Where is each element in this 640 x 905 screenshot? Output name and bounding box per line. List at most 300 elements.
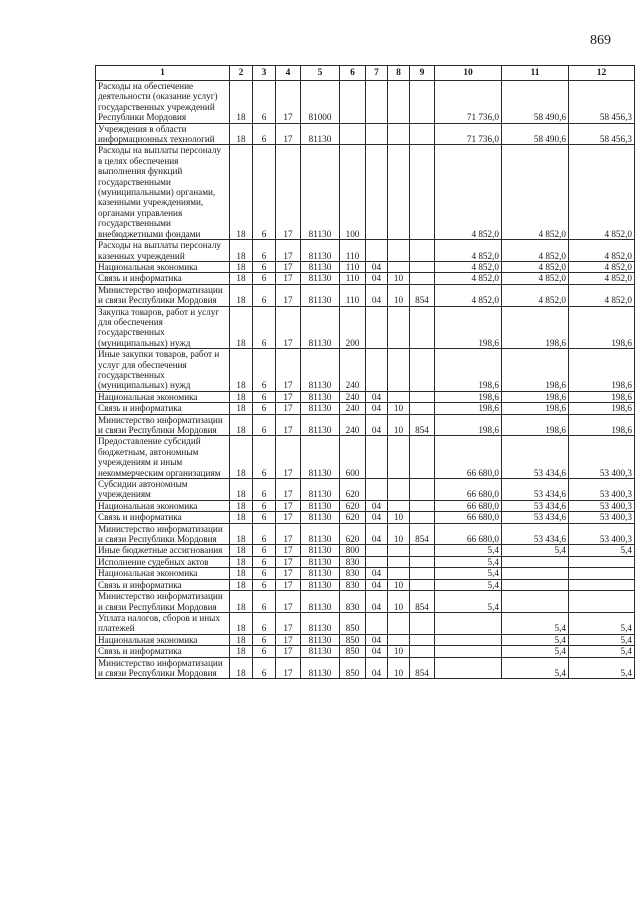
table-row <box>96 123 635 145</box>
amount-col-11: 58 490,6 <box>502 123 569 145</box>
table-row <box>96 556 635 567</box>
code-program: 17 <box>276 414 301 436</box>
code-section: 18 <box>230 273 253 284</box>
code-expense-type: 620 <box>340 523 366 545</box>
code-ministry <box>410 646 435 657</box>
code-chapter <box>366 612 388 634</box>
code-subchapter <box>388 545 410 556</box>
code-expense-type: 850 <box>340 657 366 679</box>
code-expense-type: 620 <box>340 479 366 501</box>
code-expense-type: 850 <box>340 612 366 634</box>
code-subchapter <box>388 145 410 240</box>
code-ministry: 854 <box>410 591 435 613</box>
code-expense-type <box>340 123 366 145</box>
amount-col-11: 4 852,0 <box>502 240 569 262</box>
code-subchapter <box>388 436 410 479</box>
amount-col-10: 5,4 <box>435 545 502 556</box>
amount-col-10: 198,6 <box>435 403 502 414</box>
code-expense-type: 240 <box>340 403 366 414</box>
code-ministry <box>410 81 435 124</box>
code-program: 17 <box>276 403 301 414</box>
code-subsection: 6 <box>253 523 276 545</box>
amount-col-12: 5,4 <box>569 634 635 645</box>
code-section: 18 <box>230 500 253 511</box>
code-section: 18 <box>230 591 253 613</box>
code-subchapter <box>388 123 410 145</box>
amount-col-10 <box>435 657 502 679</box>
amount-col-11: 198,6 <box>502 391 569 402</box>
code-subsection: 6 <box>253 612 276 634</box>
code-target-article: 81130 <box>301 634 340 645</box>
code-subchapter <box>388 240 410 262</box>
amount-col-10: 4 852,0 <box>435 145 502 240</box>
code-target-article: 81130 <box>301 591 340 613</box>
code-subchapter <box>388 479 410 501</box>
code-subchapter: 10 <box>388 403 410 414</box>
amount-col-11: 198,6 <box>502 414 569 436</box>
code-section: 18 <box>230 568 253 579</box>
amount-col-10: 5,4 <box>435 568 502 579</box>
code-subchapter: 10 <box>388 579 410 590</box>
code-target-article: 81130 <box>301 261 340 272</box>
row-label: Расходы на выплаты персоналу казенных учреждений <box>96 240 230 262</box>
row-label: Национальная экономика <box>96 391 230 402</box>
amount-col-10: 198,6 <box>435 414 502 436</box>
row-label: Национальная экономика <box>96 500 230 511</box>
code-chapter: 04 <box>366 646 388 657</box>
table-row <box>96 261 635 272</box>
code-expense-type: 620 <box>340 500 366 511</box>
amount-col-12: 4 852,0 <box>569 145 635 240</box>
code-program: 17 <box>276 556 301 567</box>
code-ministry <box>410 512 435 523</box>
table-row <box>96 512 635 523</box>
row-label: Связь и информатика <box>96 646 230 657</box>
row-label: Предоставление субсидий бюджетным, автономным учреждениям и иным некоммерческим организациям <box>96 436 230 479</box>
amount-col-12: 4 852,0 <box>569 261 635 272</box>
code-chapter <box>366 479 388 501</box>
amount-col-12: 53 400,3 <box>569 500 635 511</box>
code-subchapter <box>388 261 410 272</box>
amount-col-11: 58 490,6 <box>502 81 569 124</box>
code-ministry <box>410 556 435 567</box>
code-expense-type: 110 <box>340 261 366 272</box>
amount-col-12: 5,4 <box>569 657 635 679</box>
amount-col-12: 53 400,3 <box>569 436 635 479</box>
amount-col-12: 198,6 <box>569 391 635 402</box>
amount-col-10: 66 680,0 <box>435 500 502 511</box>
row-label: Закупка товаров, работ и услуг для обеспечения государственных (муниципальных) нужд <box>96 306 230 349</box>
code-target-article: 81130 <box>301 612 340 634</box>
col-header: 1 <box>96 66 230 81</box>
code-target-article: 81130 <box>301 240 340 262</box>
code-section: 18 <box>230 391 253 402</box>
amount-col-12: 198,6 <box>569 403 635 414</box>
amount-col-10: 198,6 <box>435 349 502 392</box>
code-subsection: 6 <box>253 591 276 613</box>
table-row <box>96 284 635 306</box>
code-chapter <box>366 145 388 240</box>
code-subchapter: 10 <box>388 523 410 545</box>
amount-col-10: 4 852,0 <box>435 261 502 272</box>
amount-col-12: 198,6 <box>569 414 635 436</box>
row-label: Расходы на обеспечение деятельности (оказание услуг) государственных учреждений Республики Мордовия <box>96 81 230 124</box>
amount-col-10: 4 852,0 <box>435 273 502 284</box>
code-subchapter <box>388 81 410 124</box>
amount-col-11: 5,4 <box>502 545 569 556</box>
code-subsection: 6 <box>253 391 276 402</box>
row-label: Национальная экономика <box>96 634 230 645</box>
code-target-article: 81130 <box>301 273 340 284</box>
amount-col-10: 71 736,0 <box>435 123 502 145</box>
code-expense-type: 850 <box>340 634 366 645</box>
amount-col-11: 53 434,6 <box>502 512 569 523</box>
code-target-article: 81130 <box>301 523 340 545</box>
code-subchapter: 10 <box>388 273 410 284</box>
code-ministry: 854 <box>410 657 435 679</box>
code-subsection: 6 <box>253 657 276 679</box>
amount-col-11: 4 852,0 <box>502 145 569 240</box>
code-target-article: 81130 <box>301 436 340 479</box>
code-chapter: 04 <box>366 568 388 579</box>
code-section: 18 <box>230 123 253 145</box>
code-program: 17 <box>276 145 301 240</box>
code-ministry <box>410 391 435 402</box>
code-program: 17 <box>276 612 301 634</box>
table-row <box>96 591 635 613</box>
code-subsection: 6 <box>253 273 276 284</box>
code-expense-type: 200 <box>340 306 366 349</box>
code-expense-type: 240 <box>340 391 366 402</box>
amount-col-10: 5,4 <box>435 556 502 567</box>
row-label: Национальная экономика <box>96 261 230 272</box>
col-header: 5 <box>301 66 340 81</box>
code-ministry <box>410 545 435 556</box>
amount-col-12: 5,4 <box>569 612 635 634</box>
code-expense-type: 110 <box>340 273 366 284</box>
code-chapter <box>366 556 388 567</box>
code-subsection: 6 <box>253 145 276 240</box>
amount-col-12 <box>569 591 635 613</box>
code-ministry <box>410 634 435 645</box>
code-program: 17 <box>276 523 301 545</box>
table-row <box>96 414 635 436</box>
code-target-article: 81130 <box>301 349 340 392</box>
code-chapter: 04 <box>366 391 388 402</box>
code-section: 18 <box>230 556 253 567</box>
code-expense-type: 240 <box>340 414 366 436</box>
code-subsection: 6 <box>253 556 276 567</box>
code-program: 17 <box>276 436 301 479</box>
code-expense-type: 600 <box>340 436 366 479</box>
code-chapter: 04 <box>366 403 388 414</box>
amount-col-12: 53 400,3 <box>569 479 635 501</box>
code-target-article: 81130 <box>301 391 340 402</box>
amount-col-11: 4 852,0 <box>502 261 569 272</box>
code-program: 17 <box>276 646 301 657</box>
code-chapter <box>366 81 388 124</box>
table-row <box>96 306 635 349</box>
code-section: 18 <box>230 612 253 634</box>
code-subsection: 6 <box>253 123 276 145</box>
code-ministry <box>410 579 435 590</box>
amount-col-12: 53 400,3 <box>569 523 635 545</box>
code-ministry: 854 <box>410 523 435 545</box>
code-chapter <box>366 349 388 392</box>
code-section: 18 <box>230 261 253 272</box>
amount-col-11: 5,4 <box>502 612 569 634</box>
code-chapter <box>366 306 388 349</box>
code-subchapter <box>388 634 410 645</box>
row-label: Иные закупки товаров, работ и услуг для обеспечения государственных (муниципальных) нужд <box>96 349 230 392</box>
col-header: 9 <box>410 66 435 81</box>
row-label: Связь и информатика <box>96 512 230 523</box>
col-header: 12 <box>569 66 635 81</box>
amount-col-12: 4 852,0 <box>569 284 635 306</box>
code-chapter: 04 <box>366 500 388 511</box>
code-program: 17 <box>276 545 301 556</box>
amount-col-12: 198,6 <box>569 306 635 349</box>
table-row <box>96 479 635 501</box>
amount-col-10: 5,4 <box>435 579 502 590</box>
table-row <box>96 403 635 414</box>
code-expense-type <box>340 81 366 124</box>
table-row <box>96 436 635 479</box>
code-section: 18 <box>230 414 253 436</box>
code-section: 18 <box>230 403 253 414</box>
table-row <box>96 349 635 392</box>
amount-col-12 <box>569 579 635 590</box>
code-subchapter <box>388 612 410 634</box>
amount-col-11 <box>502 591 569 613</box>
code-program: 17 <box>276 579 301 590</box>
table-row <box>96 81 635 124</box>
code-target-article: 81130 <box>301 556 340 567</box>
code-subsection: 6 <box>253 545 276 556</box>
header-row <box>96 66 635 81</box>
col-header: 2 <box>230 66 253 81</box>
code-subchapter: 10 <box>388 414 410 436</box>
code-ministry <box>410 306 435 349</box>
code-chapter: 04 <box>366 634 388 645</box>
code-chapter <box>366 436 388 479</box>
code-expense-type: 830 <box>340 556 366 567</box>
code-ministry: 854 <box>410 414 435 436</box>
code-section: 18 <box>230 240 253 262</box>
table-row <box>96 545 635 556</box>
code-subsection: 6 <box>253 479 276 501</box>
code-ministry: 854 <box>410 284 435 306</box>
code-program: 17 <box>276 306 301 349</box>
amount-col-11 <box>502 568 569 579</box>
amount-col-10: 66 680,0 <box>435 523 502 545</box>
amount-col-11: 198,6 <box>502 306 569 349</box>
code-chapter <box>366 123 388 145</box>
code-ministry <box>410 145 435 240</box>
code-subsection: 6 <box>253 414 276 436</box>
code-target-article: 81130 <box>301 284 340 306</box>
code-ministry <box>410 436 435 479</box>
row-label: Министерство информатизации и связи Республики Мордовия <box>96 414 230 436</box>
code-subsection: 6 <box>253 261 276 272</box>
code-subchapter <box>388 568 410 579</box>
code-subchapter <box>388 306 410 349</box>
amount-col-10: 66 680,0 <box>435 512 502 523</box>
code-subsection: 6 <box>253 646 276 657</box>
amount-col-12: 58 456,3 <box>569 123 635 145</box>
code-subsection: 6 <box>253 284 276 306</box>
amount-col-11 <box>502 556 569 567</box>
row-label: Исполнение судебных актов <box>96 556 230 567</box>
code-program: 17 <box>276 240 301 262</box>
code-section: 18 <box>230 479 253 501</box>
amount-col-11: 53 434,6 <box>502 479 569 501</box>
code-subsection: 6 <box>253 81 276 124</box>
code-expense-type: 830 <box>340 591 366 613</box>
code-subsection: 6 <box>253 436 276 479</box>
code-subchapter <box>388 391 410 402</box>
table-row <box>96 612 635 634</box>
code-expense-type: 830 <box>340 579 366 590</box>
code-chapter: 04 <box>366 512 388 523</box>
row-label: Связь и информатика <box>96 579 230 590</box>
code-section: 18 <box>230 306 253 349</box>
code-program: 17 <box>276 391 301 402</box>
code-target-article: 81130 <box>301 145 340 240</box>
code-subchapter: 10 <box>388 512 410 523</box>
col-header: 4 <box>276 66 301 81</box>
code-ministry <box>410 568 435 579</box>
table-row <box>96 646 635 657</box>
code-program: 17 <box>276 500 301 511</box>
amount-col-12: 5,4 <box>569 545 635 556</box>
code-program: 17 <box>276 273 301 284</box>
row-label: Национальная экономика <box>96 568 230 579</box>
row-label: Министерство информатизации и связи Республики Мордовия <box>96 284 230 306</box>
amount-col-11: 53 434,6 <box>502 500 569 511</box>
row-label: Иные бюджетные ассигнования <box>96 545 230 556</box>
code-expense-type: 800 <box>340 545 366 556</box>
amount-col-11: 5,4 <box>502 646 569 657</box>
amount-col-10: 66 680,0 <box>435 436 502 479</box>
amount-col-10: 198,6 <box>435 306 502 349</box>
code-target-article: 81000 <box>301 81 340 124</box>
code-target-article: 81130 <box>301 646 340 657</box>
code-ministry <box>410 273 435 284</box>
amount-col-12: 58 456,3 <box>569 81 635 124</box>
code-subchapter: 10 <box>388 657 410 679</box>
page-number: 869 <box>590 33 611 48</box>
code-chapter: 04 <box>366 261 388 272</box>
amount-col-11: 53 434,6 <box>502 523 569 545</box>
code-subsection: 6 <box>253 240 276 262</box>
amount-col-10 <box>435 646 502 657</box>
code-target-article: 81130 <box>301 500 340 511</box>
amount-col-12 <box>569 568 635 579</box>
row-label: Министерство информатизации и связи Республики Мордовия <box>96 591 230 613</box>
code-target-article: 81130 <box>301 479 340 501</box>
amount-col-10 <box>435 634 502 645</box>
row-label: Расходы на выплаты персоналу в целях обеспечения выполнения функций государственными (муниципальными) органами, казенными учреждениями, органами управления государственными внебюджетными фондами <box>96 145 230 240</box>
amount-col-12: 5,4 <box>569 646 635 657</box>
code-subchapter <box>388 349 410 392</box>
col-header: 8 <box>388 66 410 81</box>
code-program: 17 <box>276 261 301 272</box>
code-expense-type: 830 <box>340 568 366 579</box>
table-row <box>96 145 635 240</box>
code-program: 17 <box>276 591 301 613</box>
code-subchapter <box>388 500 410 511</box>
code-chapter <box>366 545 388 556</box>
code-target-article: 81130 <box>301 414 340 436</box>
code-section: 18 <box>230 512 253 523</box>
code-program: 17 <box>276 349 301 392</box>
code-target-article: 81130 <box>301 512 340 523</box>
row-label: Министерство информатизации и связи Республики Мордовия <box>96 657 230 679</box>
code-ministry <box>410 500 435 511</box>
row-label: Связь и информатика <box>96 273 230 284</box>
code-ministry <box>410 123 435 145</box>
code-section: 18 <box>230 657 253 679</box>
budget-table <box>95 65 635 679</box>
code-section: 18 <box>230 545 253 556</box>
col-header: 11 <box>502 66 569 81</box>
code-expense-type: 620 <box>340 512 366 523</box>
amount-col-10: 4 852,0 <box>435 240 502 262</box>
col-header: 3 <box>253 66 276 81</box>
amount-col-11 <box>502 579 569 590</box>
amount-col-10: 5,4 <box>435 591 502 613</box>
code-ministry <box>410 261 435 272</box>
code-chapter: 04 <box>366 579 388 590</box>
amount-col-11: 4 852,0 <box>502 273 569 284</box>
amount-col-12: 4 852,0 <box>569 240 635 262</box>
code-expense-type: 850 <box>340 646 366 657</box>
code-ministry <box>410 240 435 262</box>
code-chapter: 04 <box>366 591 388 613</box>
col-header: 7 <box>366 66 388 81</box>
table-row <box>96 391 635 402</box>
amount-col-12: 53 400,3 <box>569 512 635 523</box>
code-subsection: 6 <box>253 634 276 645</box>
code-subsection: 6 <box>253 349 276 392</box>
code-subsection: 6 <box>253 306 276 349</box>
code-section: 18 <box>230 145 253 240</box>
code-expense-type: 110 <box>340 240 366 262</box>
row-label: Связь и информатика <box>96 403 230 414</box>
code-ministry <box>410 612 435 634</box>
code-subchapter: 10 <box>388 284 410 306</box>
code-section: 18 <box>230 81 253 124</box>
amount-col-11: 198,6 <box>502 349 569 392</box>
code-target-article: 81130 <box>301 579 340 590</box>
code-program: 17 <box>276 657 301 679</box>
code-ministry <box>410 349 435 392</box>
code-section: 18 <box>230 436 253 479</box>
code-ministry <box>410 479 435 501</box>
row-label: Субсидии автономным учреждениям <box>96 479 230 501</box>
code-subsection: 6 <box>253 403 276 414</box>
code-chapter: 04 <box>366 284 388 306</box>
table-row <box>96 634 635 645</box>
code-chapter: 04 <box>366 657 388 679</box>
amount-col-10: 4 852,0 <box>435 284 502 306</box>
code-target-article: 81130 <box>301 123 340 145</box>
code-expense-type: 240 <box>340 349 366 392</box>
amount-col-11: 53 434,6 <box>502 436 569 479</box>
amount-col-11: 4 852,0 <box>502 284 569 306</box>
code-chapter <box>366 240 388 262</box>
